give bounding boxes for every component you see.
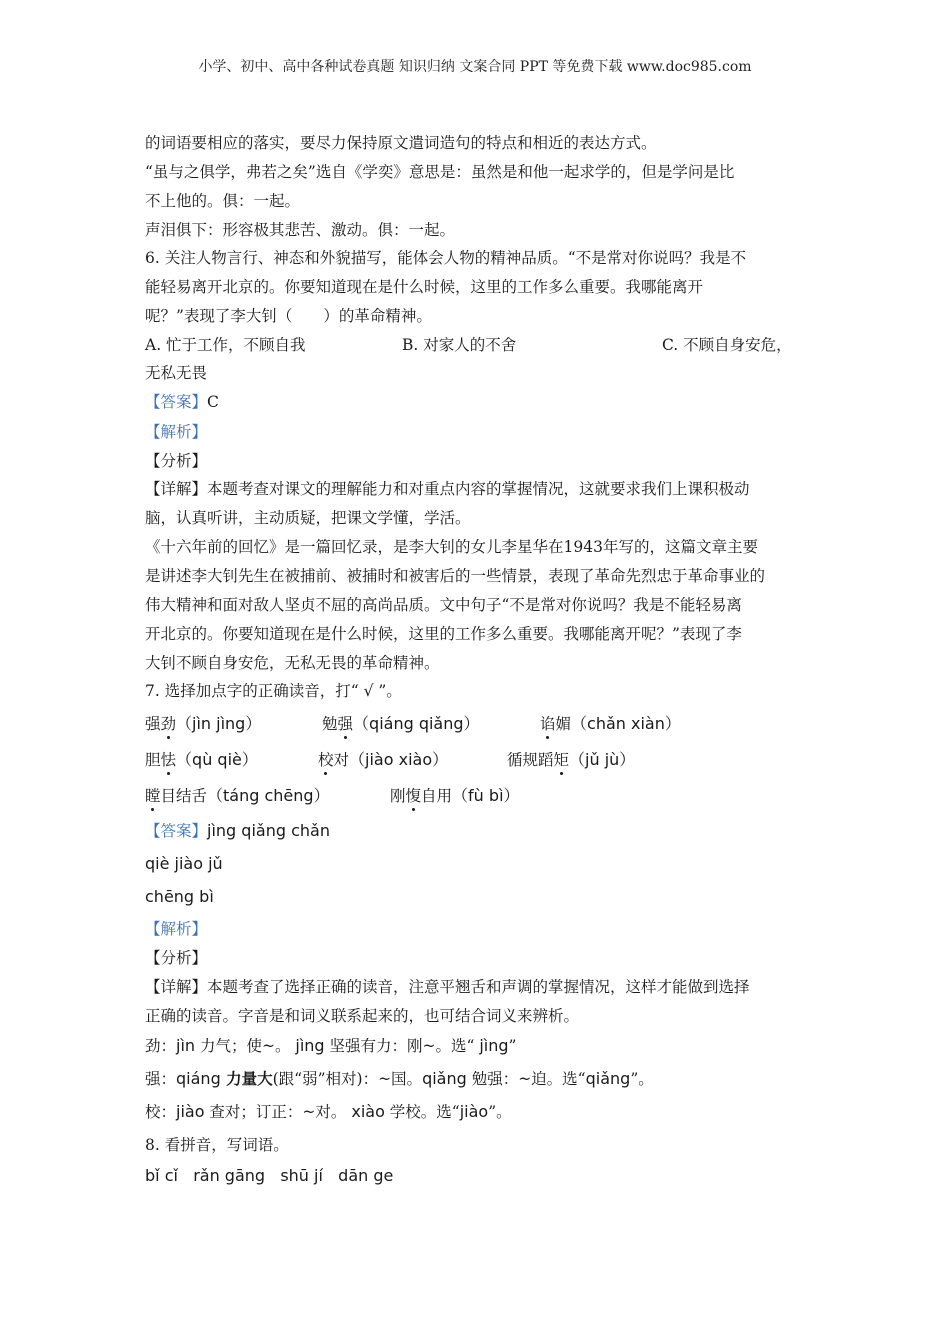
q7-char: 媚 <box>555 715 572 733</box>
q7-options: （qù qiè） <box>176 750 258 769</box>
q7-item <box>145 752 258 769</box>
answer-line <box>145 823 330 840</box>
q7-item <box>390 788 520 805</box>
q7-char: 循规蹈 <box>507 751 554 769</box>
answer-tag: 【答案】 <box>145 393 208 411</box>
explanation-jiao: 校：jiào 查对；订正：~对。 xiào 学校。选“jiào”。 <box>145 1102 512 1121</box>
q7-options: （fù bì） <box>452 786 520 805</box>
analysis-tag: 【解析】 <box>145 920 208 938</box>
q7-item <box>318 752 448 769</box>
dotted-char: 矩 <box>553 751 570 769</box>
explanation-jin: 劲：jìn 力气；使~。 jìng 坚强有力：刚~。选“ jìng” <box>145 1036 517 1055</box>
dotted-char: 强 <box>337 715 354 733</box>
q7-item <box>540 716 681 733</box>
answer-value: C <box>207 393 219 411</box>
q7-options: （jiào xiào） <box>349 750 449 769</box>
answer-line <box>145 395 219 411</box>
dotted-char: 校 <box>318 751 334 769</box>
q7-char: 目结舌 <box>160 787 208 805</box>
analysis-tag: 【解析】 <box>145 423 208 441</box>
question-6-stem: 6. 关注人物言行、神态和外貌描写，能体会人物的精神品质。“不是常对你说吗？我是不 <box>145 249 747 267</box>
detail-line: 大钊不顾自身安危，无私无畏的革命精神。 <box>145 654 440 672</box>
dotted-char: 瞠 <box>145 787 161 805</box>
question-7-stem: 7. 选择加点字的正确读音，打“ √ ”。 <box>145 682 402 700</box>
analysis-subheading: 【分析】 <box>145 452 208 470</box>
detail-line: 伟大精神和面对敌人坚贞不屈的高尚品质。文中句子“不是常对你说吗？我是不能轻易离 <box>145 596 742 614</box>
answer-tag: 【答案】 <box>145 822 208 840</box>
detail-line: 【详解】本题考查了选择正确的读音，注意平翘舌和声调的掌握情况，这样才能做到选择 <box>145 978 750 996</box>
option-a: A. 忙于工作，不顾自我 <box>145 336 306 354</box>
q7-options: （jìn jìng） <box>176 714 262 733</box>
question-8-stem: 8. 看拼音，写词语。 <box>145 1136 289 1154</box>
q7-item <box>145 716 261 733</box>
q7-options: （qiáng qiǎng） <box>353 714 480 733</box>
detail-line: 【详解】本题考查对课文的理解能力和对重点内容的掌握情况，这就要求我们上课积极动 <box>145 480 750 498</box>
answer-value: qiè jiào jǔ <box>145 854 223 873</box>
q7-char: 对 <box>333 751 350 769</box>
detail-line: 正确的读音。字音是和词义联系起来的，也可结合词义来辨析。 <box>145 1007 580 1025</box>
answer-value: jìng qiǎng chǎn <box>207 821 330 840</box>
question-6-stem: 能轻易离开北京的。你要知道现在是什么时候，这里的工作多么重要。我哪能离开 <box>145 278 704 296</box>
question-8-pinyin: bǐ cǐ rǎn gāng shū jí dān ge <box>145 1166 394 1185</box>
question-6-stem: 呢？”表现了李大钊（ ）的革命精神。 <box>145 307 432 325</box>
q7-char: 强 <box>145 715 161 733</box>
q7-char: 刚 <box>390 787 406 805</box>
explanation-qiang: 强：qiáng 力量大(跟“弱”相对)：~国。qiǎng 勉强：~迫。选“qiǎng”。 <box>145 1069 654 1088</box>
q7-options: （chǎn xiàn） <box>571 714 681 733</box>
analysis-subheading: 【分析】 <box>145 949 208 967</box>
q7-item <box>507 752 635 769</box>
q7-char: 胆 <box>145 751 161 769</box>
dotted-char: 怯 <box>160 751 177 769</box>
q7-item <box>145 788 330 805</box>
page-header: 小学、初中、高中各种试卷真题 知识归纳 文案合同 PPT 等免费下载 www.doc985.com <box>198 59 752 75</box>
option-b: B. 对家人的不舍 <box>402 336 517 354</box>
text-line: “虽与之俱学，弗若之矣”选自《学奕》意思是：虽然是和他一起求学的，但是学问是比 <box>145 163 735 181</box>
q7-options: （táng chēng） <box>207 786 330 805</box>
detail-line: 开北京的。你要知道现在是什么时候，这里的工作多么重要。我哪能离开呢？”表现了李 <box>145 625 742 643</box>
dotted-char: 谄 <box>540 715 556 733</box>
detail-line: 是讲述李大钊先生在被捕前、被捕时和被害后的一些情景，表现了革命先烈忠于革命事业的 <box>145 567 766 585</box>
dotted-char: 劲 <box>160 715 177 733</box>
option-c: C. 不顾自身安危， <box>662 336 792 354</box>
text-line: 的词语要相应的落实，要尽力保持原文遣词造句的特点和相近的表达方式。 <box>145 134 657 152</box>
answer-value: chēng bì <box>145 887 214 906</box>
q7-item <box>322 716 480 733</box>
q7-char: 自用 <box>421 787 453 805</box>
q7-options: （jǔ jù） <box>569 750 636 769</box>
dotted-char: 愎 <box>405 787 422 805</box>
q7-char: 勉 <box>322 715 338 733</box>
detail-line: 《十六年前的回忆》是一篇回忆录，是李大钊的女儿李星华在1943年写的，这篇文章主要 <box>145 538 758 556</box>
detail-line: 脑，认真听讲，主动质疑，把课文学懂，学活。 <box>145 509 471 527</box>
text-line: 声泪俱下：形容极其悲苦、激动。俱：一起。 <box>145 221 456 239</box>
text-line: 不上他的。俱：一起。 <box>145 192 301 210</box>
option-c-continued: 无私无畏 <box>145 364 208 382</box>
